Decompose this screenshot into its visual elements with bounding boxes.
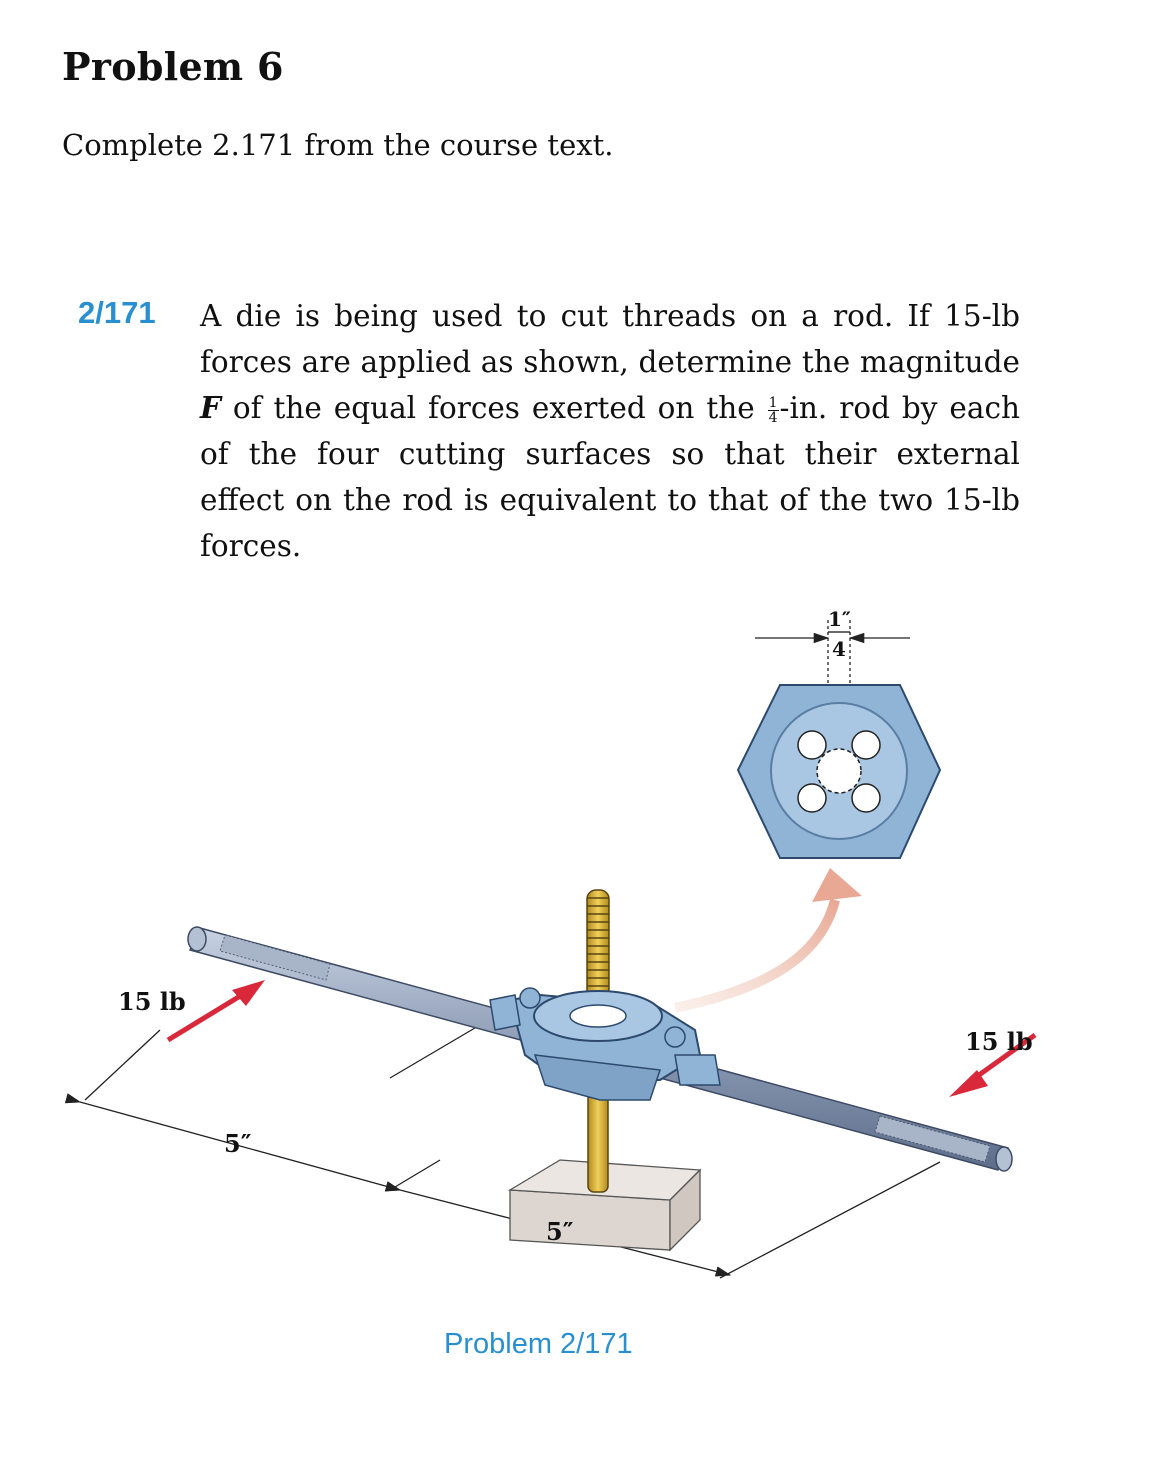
fraction-numerator: 1 — [768, 394, 778, 411]
dimension-label-right: 5″ — [546, 1217, 574, 1246]
problem-text-part1: A die is being used to cut threads on a rod. If 15-lb forces are applied as shown, determine the magnitude — [200, 299, 1020, 379]
problem-text-part3: -in. rod by each of the four cutting surfaces so that their external effect on the rod is equivalent to that of the two 15-lb forces. — [200, 391, 1020, 563]
page-title: Problem 6 — [62, 44, 284, 89]
instruction-text: Complete 2.171 from the course text. — [62, 128, 614, 162]
rod-dimension-numerator: 1″ — [828, 607, 851, 631]
dimension-label-left: 5″ — [224, 1129, 252, 1158]
force-label-left: 15 lb — [118, 987, 186, 1016]
fraction-denominator: 4 — [768, 409, 778, 426]
hex-die-inset — [738, 685, 940, 858]
problem-text-part2: of the equal forces exerted on the — [232, 391, 755, 425]
curved-arrow — [675, 868, 862, 1008]
problem-number: 2/171 — [78, 295, 156, 330]
fraction-quarter — [768, 396, 779, 425]
problem-statement — [200, 293, 1020, 569]
die-diagram — [60, 600, 1060, 1300]
force-label-right: 15 lb — [965, 1027, 1033, 1056]
variable-f: F — [200, 390, 221, 425]
figure-caption: Problem 2/171 — [444, 1328, 633, 1360]
rod-dimension-denominator: 4 — [832, 637, 846, 661]
threaded-rod-top — [587, 890, 609, 1000]
